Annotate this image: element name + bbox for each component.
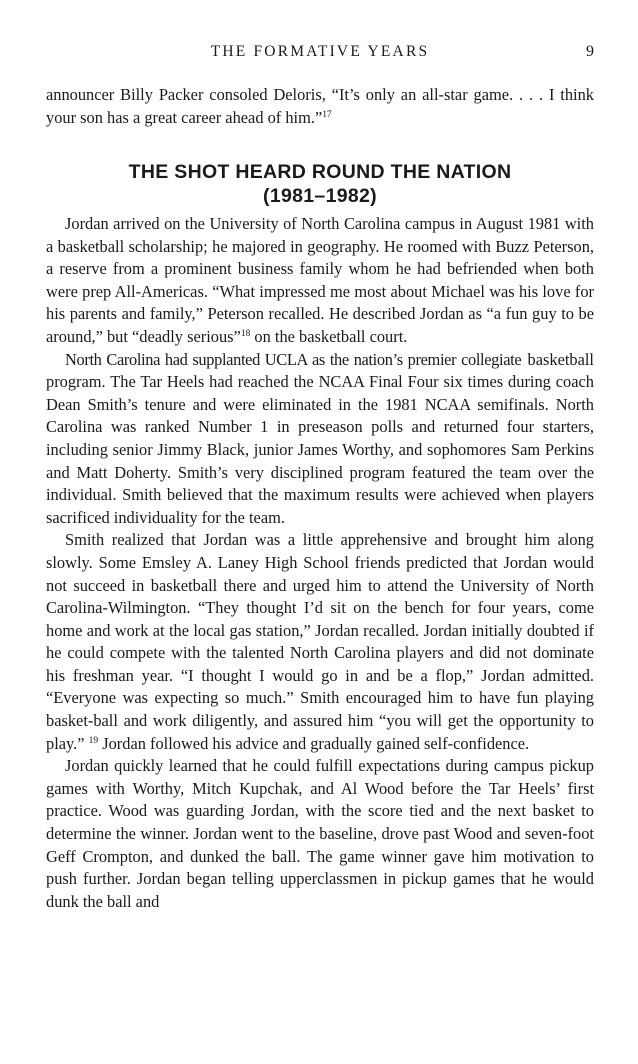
- section-title: THE SHOT HEARD ROUND THE NATION: [128, 161, 512, 183]
- paragraph-3-text-end: Jordan followed his advice and gradually gained self-confidence.: [98, 733, 530, 753]
- page-number: 9: [586, 43, 594, 60]
- paragraph-1-text-end: on the basketball court.: [250, 326, 408, 346]
- paragraph-2-lead: North Carolina had supplanted UCLA as the nation’s premier collegiate: [65, 349, 522, 369]
- paragraph-2: [46, 349, 594, 530]
- paragraph-3-text: Smith realized that Jordan was a little apprehensive and brought him along slowly. Some Emsley A. Laney High School friends predicted that Jordan would not succeed in basketball there and urged him to attend the University of North Carolina-Wilmington. “They thought I’d sit on the bench for four years, come home and work at the local gas station,” Jordan recalled. Jordan initially doubted if he could compete with the talented North Carolina players and did not dominate his freshman year. “I thought I would go in and be a flop,” Jordan admitted. “Everyone was expecting so much.” Smith encouraged him to have fun playing basket-ball and work diligently, and assured him “you will get the opportunity to play.”: [46, 530, 594, 753]
- body-text: [46, 213, 594, 913]
- endnote-marker-19: 19: [88, 735, 99, 746]
- paragraph-3: [46, 529, 594, 755]
- endnote-marker-18: 18: [240, 328, 251, 339]
- intro-text: announcer Billy Packer consoled Deloris, “It’s only an all-star game. . . . I think your son has a great career ahead of him.”: [46, 85, 594, 127]
- section-heading: [46, 160, 594, 208]
- paragraph-1: [46, 213, 594, 349]
- running-head: [46, 38, 594, 66]
- paragraph-2-text: basketball program. The Tar Heels had reached the NCAA Final Four six times during coach Dean Smith’s tenure and were eliminated in the 1981 NCAA semifinals. North Carolina was ranked Number 1 in preseason polls and returned four starters, including senior Jimmy Black, junior James Worthy, and sophomores Sam Perkins and Matt Doherty. Smith’s very disciplined program featured the team over the individual. Smith believed that the maximum results were achieved when players sacrificed individuality for the team.: [46, 349, 594, 527]
- running-head-title: THE FORMATIVE YEARS: [210, 43, 430, 60]
- section-years: (1981–1982): [263, 185, 377, 207]
- endnote-marker-17: 17: [322, 109, 332, 120]
- intro-paragraph: [46, 84, 594, 129]
- paragraph-1-text: Jordan arrived on the University of North Carolina campus in August 1981 with a basketball scholarship; he majored in geography. He roomed with Buzz Peterson, a reserve from a prominent business family whom he had befriended when both were prep All-Americas. “What impressed me most about Michael was his love for his parents and family,” Peterson recalled. He described Jordan as “a fun guy to be around,” but “deadly serious”: [46, 214, 594, 346]
- paragraph-4: Jordan quickly learned that he could fulfill expectations during campus pickup games with Worthy, Mitch Kupchak, and Al Wood before the Tar Heels’ first practice. Wood was guarding Jordan, with the score tied and the next basket to determine the winner. Jordan went to the baseline, drove past Wood and seven-foot Geff Crompton, and dunked the ball. The game winner gave him motivation to push further. Jordan began telling upperclassmen in pickup games that he would dunk the ball and: [46, 756, 594, 911]
